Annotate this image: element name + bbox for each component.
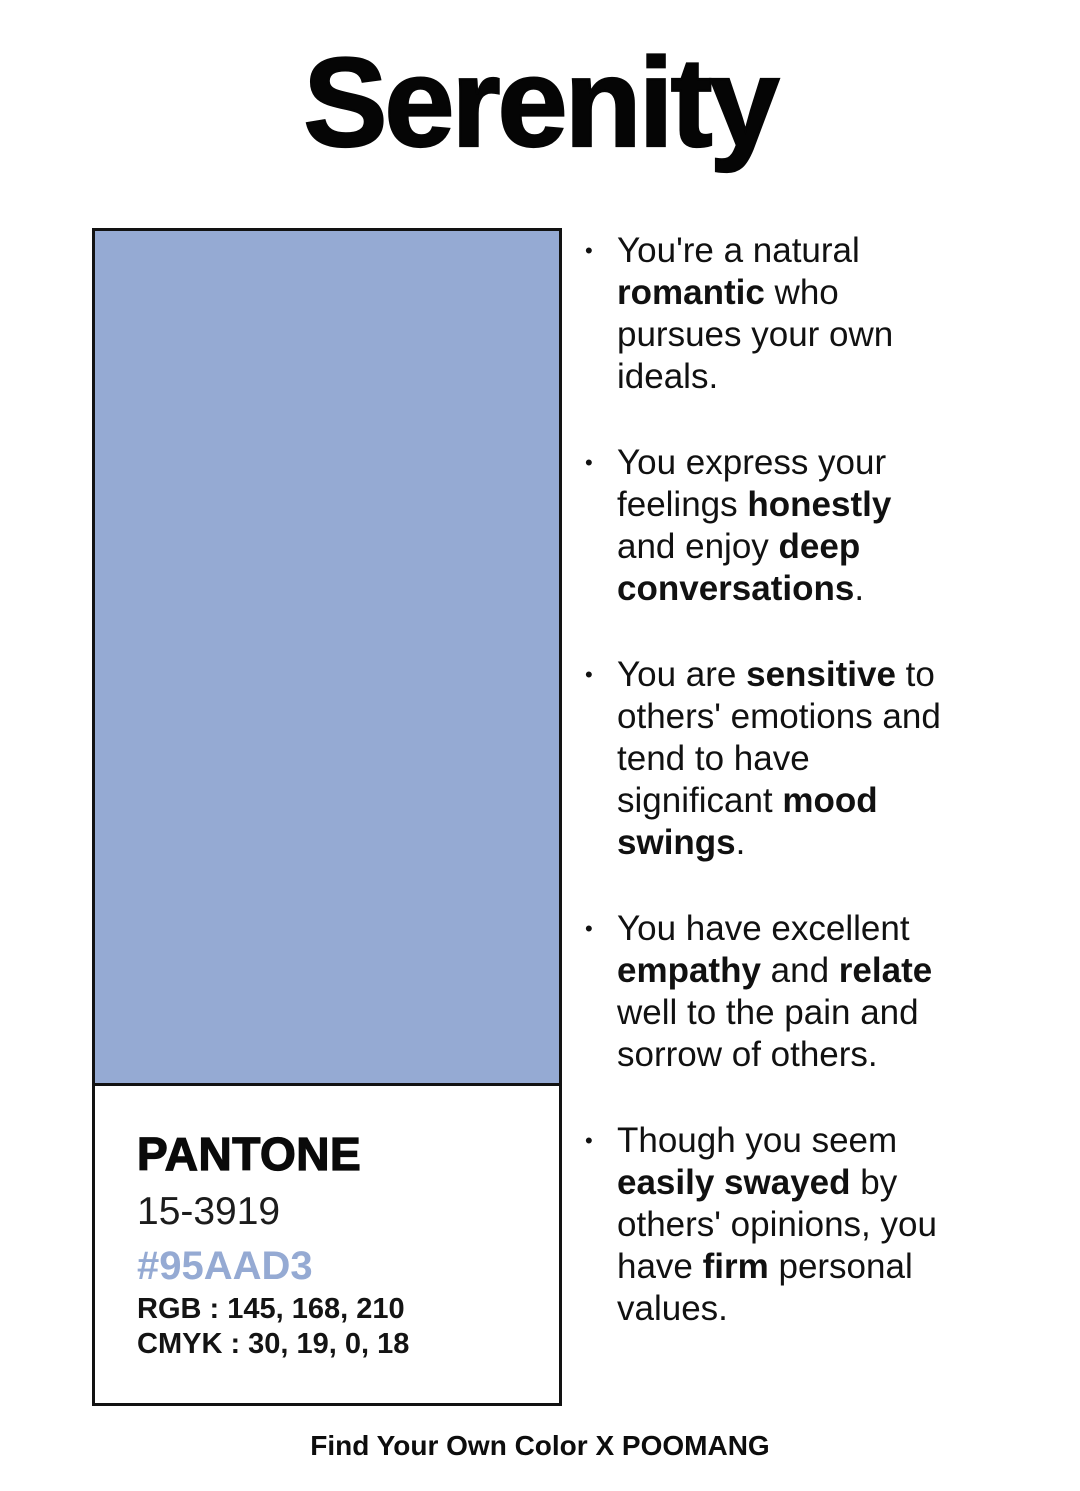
cmyk-value: CMYK : 30, 19, 0, 18 [137,1328,410,1360]
trait-item [583,1120,949,1330]
trait-text: You're a natural romantic who pursues your own ideals. [617,231,894,396]
pantone-card [92,228,562,1406]
traits-list [583,230,955,1374]
trait-text: You have excellent empathy and relate well to the pain and sorrow of others. [617,909,933,1074]
trait-item [583,654,949,864]
pantone-brand-label: PANTONE [137,1128,362,1180]
color-swatch [95,231,559,1086]
trait-text: You express your feelings honestly and enjoy deep conversations. [617,443,892,608]
trait-item [583,442,949,610]
trait-item [583,908,949,1076]
trait-text: You are sensitive to others' emotions and tend to have significant mood swings. [617,655,941,862]
pantone-code: 15-3919 [137,1190,281,1233]
rgb-value: RGB : 145, 168, 210 [137,1293,405,1325]
hex-value: #95AAD3 [137,1244,313,1288]
bullet-icon: • [585,238,593,263]
page-title: Serenity [303,32,777,173]
trait-item [583,230,949,398]
bullet-icon: • [585,916,593,941]
footer-text: Find Your Own Color X POOMANG [310,1430,770,1461]
bullet-icon: • [585,450,593,475]
trait-text: Though you seem easily swayed by others' opinions, you have firm personal values. [617,1121,937,1328]
bullet-icon: • [585,1128,593,1153]
pantone-card-info [95,1086,559,1362]
bullet-icon: • [585,662,593,687]
